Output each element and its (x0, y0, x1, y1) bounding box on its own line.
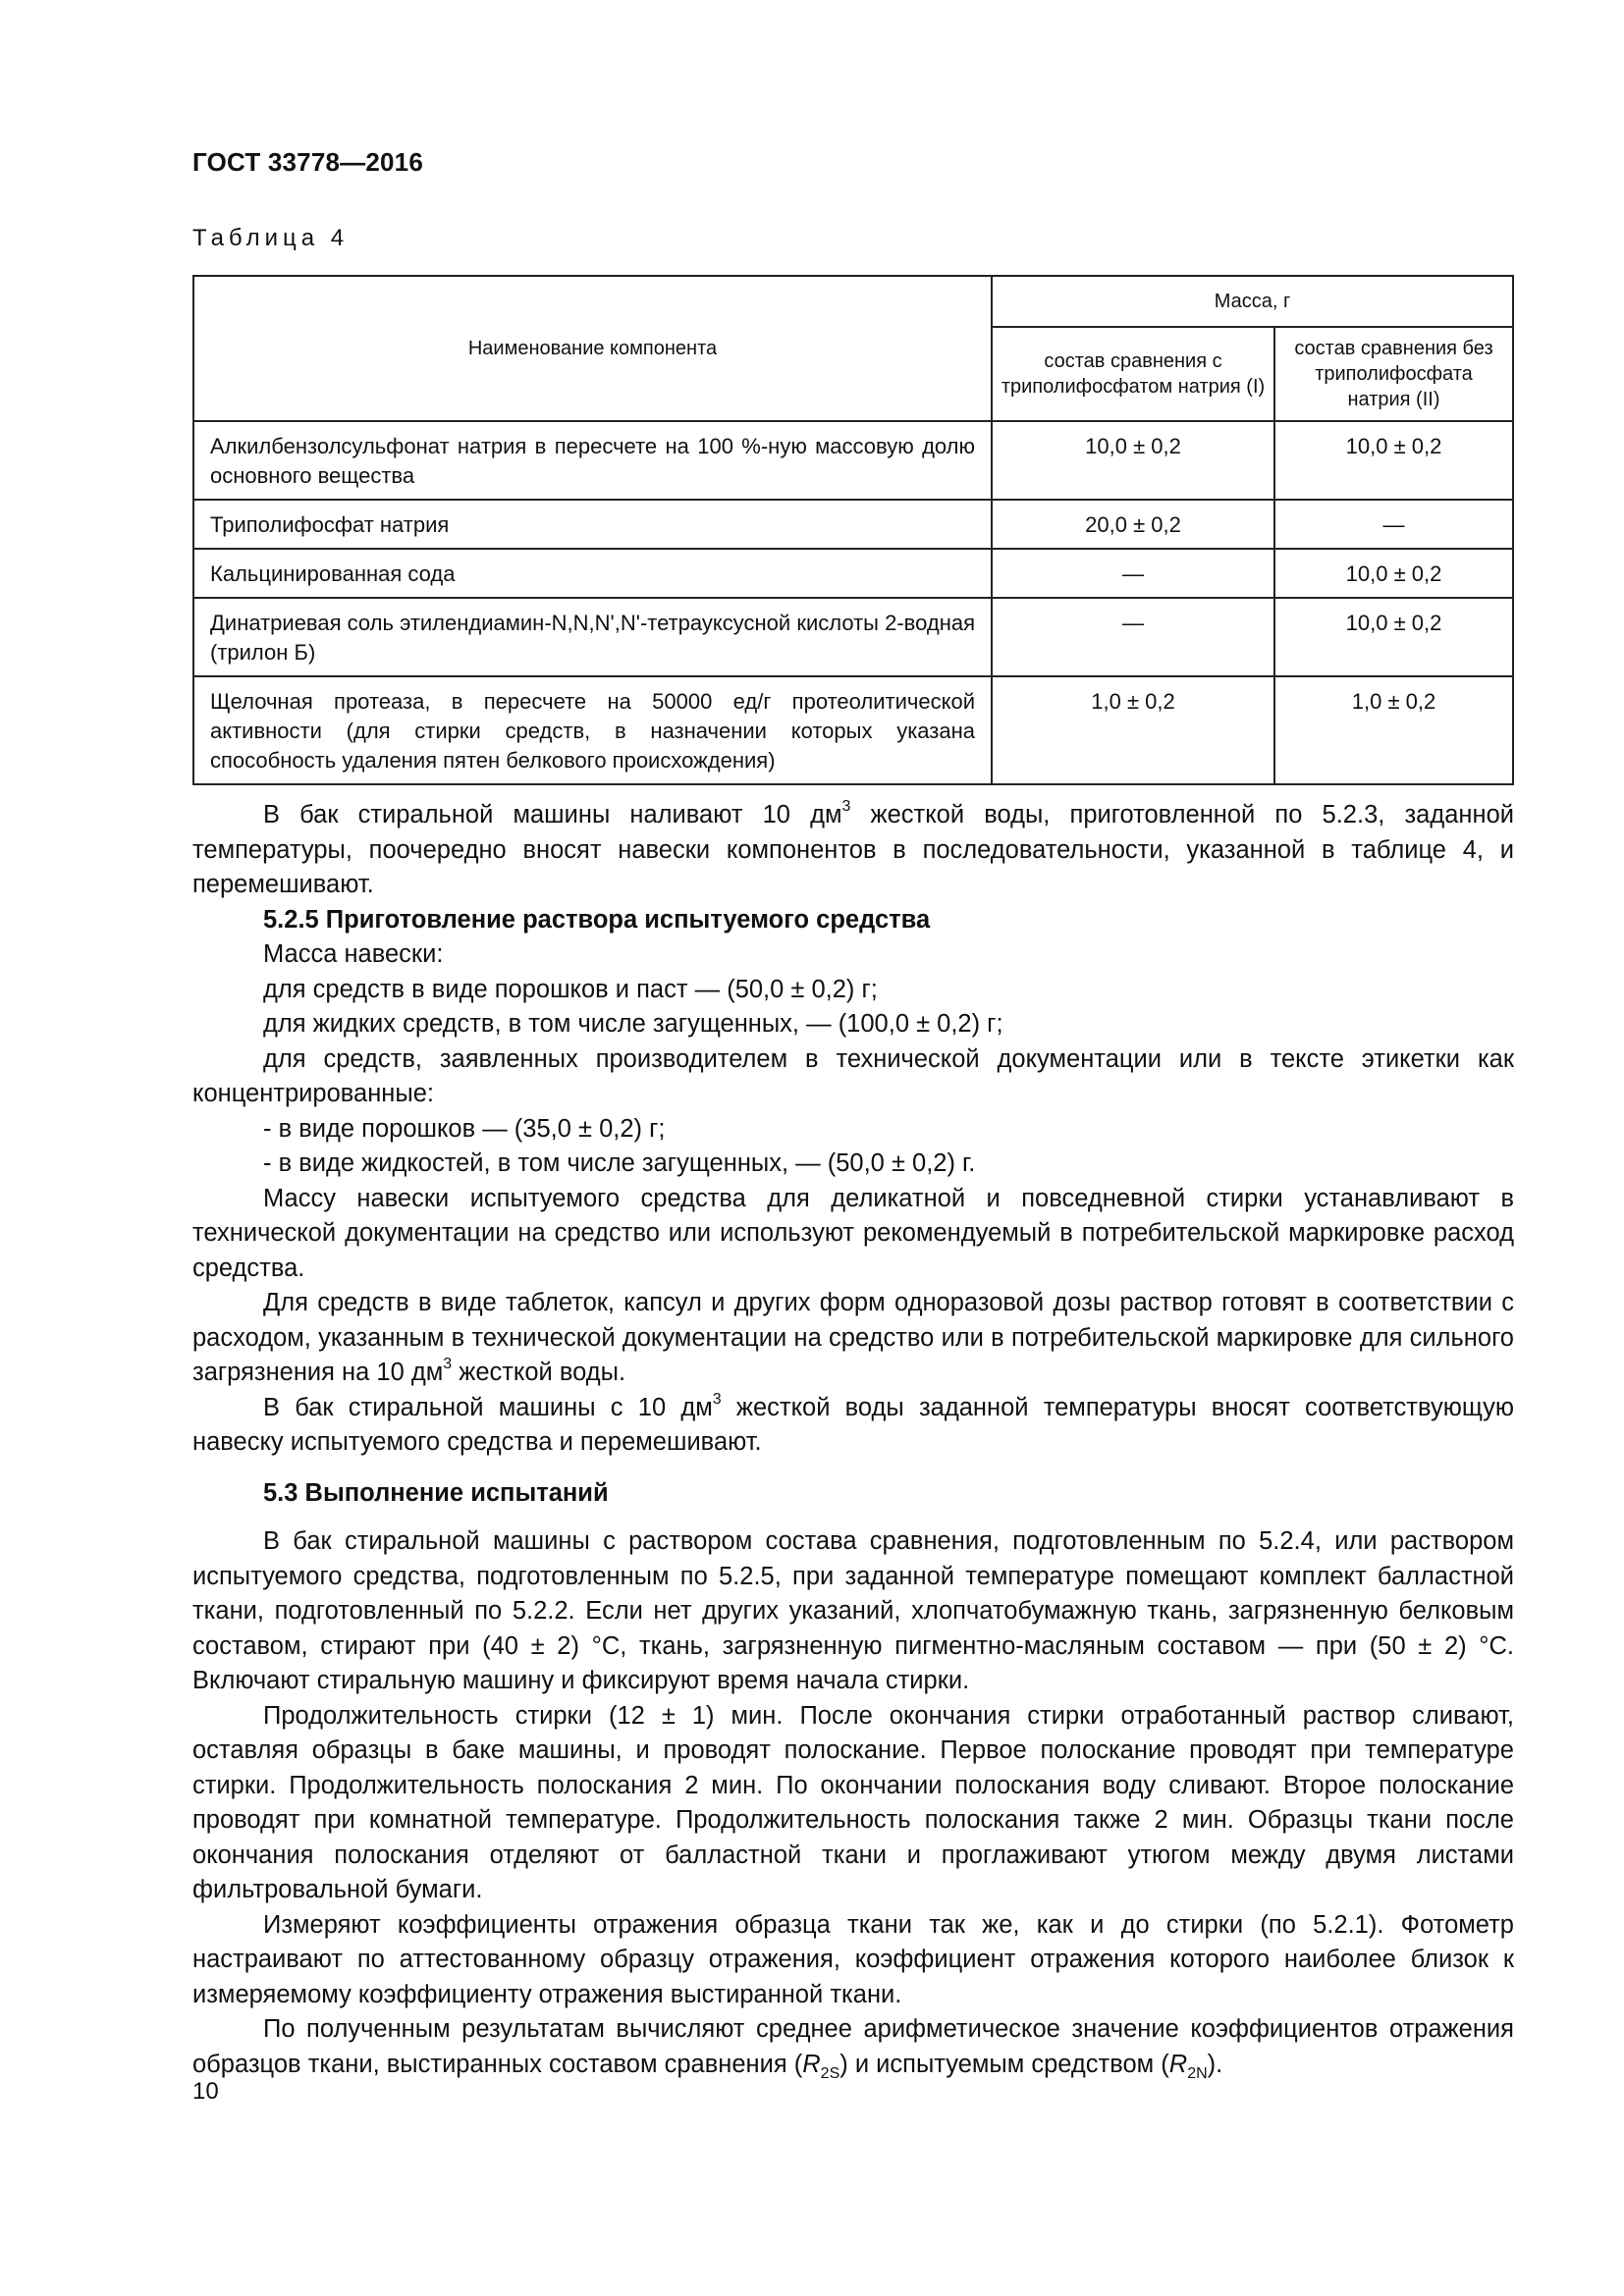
mass-value-2: 1,0 ± 0,2 (1274, 676, 1513, 784)
table-row (193, 421, 1513, 500)
paragraph-reflectance: Измеряют коэффициенты отражения образца ткани так же, как и до стирки (по 5.2.1). Фотометр настраивают по аттестованному образцу отражения, коэффициент отражения которого наиболее близок к измеряемому коэффициенту отражения выстиранной ткани. (192, 1910, 1514, 2008)
component-name: Щелочная протеаза, в пересчете на 50000 ед/г протеолитической активности (для стирки средств, в назначении которых указана способность удаления пятен белкового происхождения) (193, 676, 992, 784)
paragraph-add-sample: В бак стиральной машины с 10 $дм^3$ жесткой воды заданной температуры вносят соответствующую навеску испытуемого средства и перемешивают. (192, 1390, 1514, 1456)
column-header-mass: Масса, г (992, 276, 1513, 327)
mass-value-1: 10,0 ± 0,2 (992, 421, 1274, 500)
page-number: 10 (192, 2078, 219, 2105)
components-table (192, 275, 1514, 785)
list-item: для средств в виде порошков и паст — (50,0 ± 0,2) г; (263, 975, 878, 1003)
list-item: для средств, заявленных производителем в технической документации или в тексте этикетки как концентрированные: (192, 1044, 1514, 1107)
section-heading-5-2-5: 5.2.5 Приготовление раствора испытуемого средства (263, 905, 931, 934)
table-row (193, 500, 1513, 549)
paragraph-tablets: Для средств в виде таблеток, капсул и других форм одноразовой дозы раствор готовят в соответствии с расходом, указанным в технической документации на средство или в потребительской маркировке для сильного загрязнения на 10 $дм^3$ жесткой воды. (192, 1289, 1514, 1386)
mass-value-2: 10,0 ± 0,2 (1274, 598, 1513, 676)
table-row (193, 676, 1513, 784)
paragraph-delicate-wash: Массу навески испытуемого средства для деликатной и повседневной стирки устанавливают в технической документации на средство или используют рекомендуемый в потребительской маркировке расход средства. (192, 1184, 1514, 1282)
component-name: Алкилбензолсульфонат натрия в пересчете на 100 %-ную массовую долю основного вещества (193, 421, 992, 500)
column-header-name: Наименование компонента (193, 276, 992, 421)
mass-value-1: — (992, 549, 1274, 598)
list-item: для жидких средств, в том числе загущенных, — (100,0 ± 0,2) г; (263, 1010, 1003, 1038)
table-row (193, 598, 1513, 676)
section-heading-5-3: 5.3 Выполнение испытаний (263, 1478, 609, 1507)
component-name: Динатриевая соль этилендиамин-N,N,N',N'-тетрауксусной кислоты 2-водная (трилон Б) (193, 598, 992, 676)
column-header-composition-2: состав сравнения без триполифосфата натрия (II) (1274, 327, 1513, 421)
body-text (192, 798, 1514, 2082)
mass-value-1: 1,0 ± 0,2 (992, 676, 1274, 784)
list-item: - в виде жидкостей, в том числе загущенных, — (50,0 ± 0,2) г. (263, 1149, 976, 1177)
list-item: - в виде порошков — (35,0 ± 0,2) г; (263, 1114, 666, 1143)
mass-value-2: — (1274, 500, 1513, 549)
column-header-composition-1: состав сравнения с триполифосфатом натрия (I) (992, 327, 1274, 421)
mass-value-2: 10,0 ± 0,2 (1274, 549, 1513, 598)
mass-value-1: 20,0 ± 0,2 (992, 500, 1274, 549)
document-header: ГОСТ 33778—2016 (192, 147, 423, 177)
paragraph-wash-duration: Продолжительность стирки (12 ± 1) мин. После окончания стирки отработанный раствор сливают, оставляя образцы в баке машины, и проводят полоскание. Первое полоскание проводят при температуре стирки. Продолжительность полоскания 2 мин. По окончании полоскания воду сливают. Второе полоскание проводят при комнатной температуре. Продолжительность полоскания также 2 мин. Образцы ткани после окончания полоскания отделяют от балластной ткани и проглаживают утюгом между двумя листами фильтровальной бумаги. (192, 1701, 1514, 1903)
paragraph-results: По полученным результатам вычисляют среднее арифметическое значение коэффициентов отражения образцов ткани, выстиранных составом сравнения $(R_{2S})$ и испытуемым средством $(R_{2N})$. (192, 2015, 1514, 2082)
component-name: Кальцинированная сода (193, 549, 992, 598)
paragraph-fill-tank: В бак стиральной машины наливают 10 $дм^3$ жесткой воды, приготовленной по 5.2.3, заданной температуры, поочередно вносят навески компонентов в последовательности, указанной в таблице 4, и перемешивают. (192, 798, 1514, 898)
mass-label: Масса навески: (263, 940, 444, 968)
component-name: Триполифосфат натрия (193, 500, 992, 549)
table-caption: Таблица 4 (192, 225, 350, 251)
paragraph-test-procedure: В бак стиральной машины с раствором состава сравнения, подготовленным по 5.2.4, или раствором испытуемого средства, подготовленным по 5.2.5, при заданной температуре помещают комплект балластной ткани, подготовленный по 5.2.2. Если нет других указаний, хлопчатобумажную ткань, загрязненную белковым составом, стирают при (40 ± 2) °С, ткань, загрязненную пигментно-масляным составом — при (50 ± 2) °С. Включают стиральную машину и фиксируют время начала стирки. (192, 1527, 1514, 1694)
table-row (193, 549, 1513, 598)
mass-value-1: — (992, 598, 1274, 676)
mass-value-2: 10,0 ± 0,2 (1274, 421, 1513, 500)
